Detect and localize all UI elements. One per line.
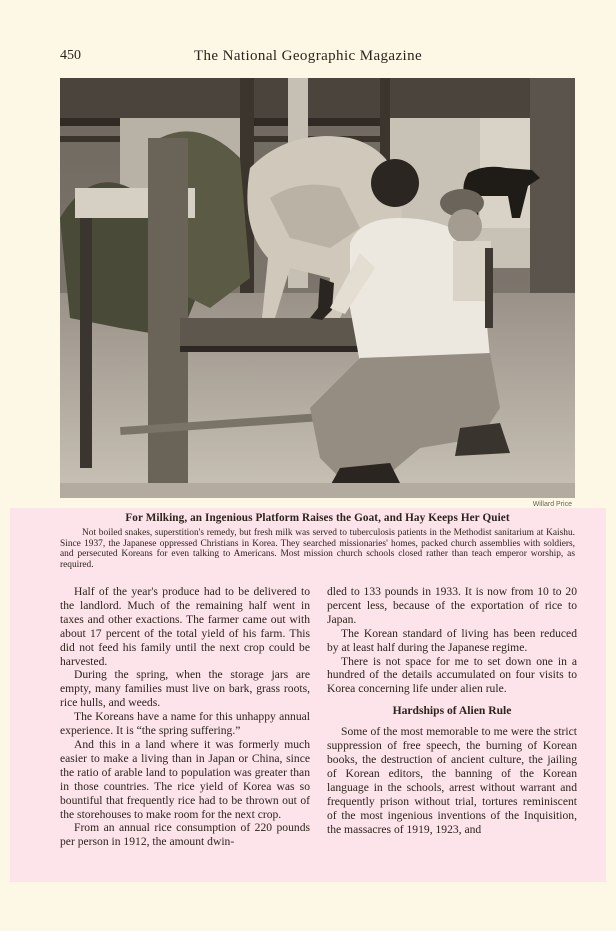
- paragraph: Some of the most memorable to me were the strict suppression of free speech, the burning of Korean books, the destruction of ancient culture, the jailing of Korean editors, the banning of the Korean language in the schools, arrest without warrant and frequently prison without trial, tortures reminiscent of the most ingenious inventions of the Inquisition, the massacres of 1919, 1923, and: [327, 725, 577, 836]
- paragraph: From an annual rice consumption of 220 pounds per person in 1912, the amount dwin-: [60, 821, 310, 849]
- caption-body: Not boiled snakes, superstition's remedy, but fresh milk was served to tuberculosis patients in the Methodist sanitarium at Kaishu. Since 1937, the Japanese oppressed Christians in Korea. They searched missionaries' homes, packed church assemblies with soldiers, and persecuted Koreans for even talking to Americans. Most mission church schools closed rather than teach emperor worship, as required.: [60, 528, 575, 570]
- caption-title: For Milking, an Ingenious Platform Raises the Goat, and Hay Keeps Her Quiet: [125, 512, 510, 524]
- article-right-column: [327, 585, 577, 836]
- paragraph-continuation: dled to 133 pounds in 1933. It is now from 10 to 20 percent less, because of the exportation of rice to Japan.: [327, 585, 577, 626]
- paragraph: The Koreans have a name for this unhappy annual experience. It is “the spring suffering.”: [60, 710, 310, 738]
- goat-milking-photo: [60, 78, 575, 498]
- section-subheading: Hardships of Alien Rule: [392, 704, 512, 718]
- page-number: 450: [60, 48, 81, 63]
- paragraph: And this in a land where it was formerly much easier to make a living than in Japan or China, since the ratio of arable land to population was greater than in those countries. The rice yield of Korea was so bountiful that frequently rice had to be thrown out of the storehouses to make room for the next crop.: [60, 737, 310, 821]
- paragraph: There is not space for me to set down one in a hundred of the details accumulated on four visits to Korea concerning life under alien rule.: [327, 654, 577, 696]
- paragraph: During the spring, when the storage jars are empty, many families must live on bark, grass roots, rice hulls, and weeds.: [60, 668, 310, 710]
- paragraph: Half of the year's produce had to be delivered to the landlord. Much of the remaining half went in taxes and other exactions. The farmer came out with about 17 percent of the total yield of his farm. This did not feed his family until the next crop could be harvested.: [60, 585, 310, 668]
- photo-credit: Willard Price: [532, 501, 572, 508]
- running-head: The National Geographic Magazine: [193, 48, 423, 64]
- article-left-column: [60, 585, 310, 849]
- paragraph: The Korean standard of living has been reduced by at least half during the Japanese regime.: [327, 626, 577, 654]
